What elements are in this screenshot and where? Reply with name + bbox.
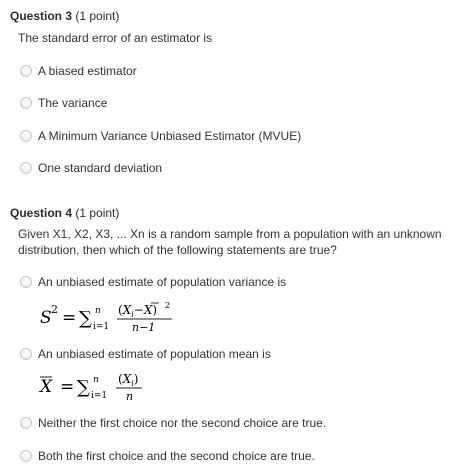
variance-formula — [38, 298, 198, 334]
q3-option-4-label: One standard deviation — [38, 161, 163, 175]
q3-option-3-label: A Minimum Variance Unbiased Estimator (MVUE) — [38, 129, 302, 143]
radio-button[interactable] — [20, 348, 32, 360]
svg-text:(Xi−X): $(X_i-X)$ — [118, 303, 158, 319]
q4-option-3[interactable] — [20, 414, 326, 432]
question-3-heading — [10, 9, 119, 23]
radio-button[interactable] — [20, 65, 32, 77]
radio-button[interactable] — [20, 276, 32, 288]
radio-button[interactable] — [20, 130, 32, 142]
question-4-text: Given X1, X2, X3, ... Xn is a random sample from a population with an unknown distribution, then which of the following statements are true? — [18, 227, 442, 257]
formula2-numerator — [118, 372, 138, 388]
formula2-lhs — [38, 377, 53, 397]
q4-option-3-label: Neither the first choice nor the second choice are true. — [38, 416, 327, 430]
radio-button[interactable] — [20, 97, 32, 109]
q3-option-1[interactable] — [20, 62, 137, 80]
formula2-equals: = — [60, 377, 75, 397]
q4-option-4-label: Both the first choice and the second choice are true. — [38, 449, 315, 463]
formula1-lhs-sup: 2 — [51, 303, 58, 316]
formula1-lhs: S — [40, 308, 52, 328]
question-3-points: (1 point) — [75, 9, 120, 23]
q4-option-2[interactable] — [20, 345, 271, 363]
svg-text:2: 2 — [165, 301, 171, 310]
mean-formula — [38, 367, 178, 403]
formula2-denominator: n — [126, 390, 134, 403]
q3-option-2[interactable] — [20, 94, 107, 112]
q4-option-1-label: An unbiased estimate of population variance is — [38, 275, 287, 289]
formula1-sum-upper: n — [95, 306, 101, 316]
svg-text:(Xi): $(X_i)$ — [118, 372, 139, 388]
question-3-text: The standard error of an estimator is — [18, 31, 213, 45]
question-3-label: Question 3 — [10, 9, 73, 23]
radio-button[interactable] — [20, 417, 32, 429]
formula2-sum-lower: i=1 — [91, 391, 108, 401]
q4-option-1[interactable] — [20, 273, 286, 291]
radio-button[interactable] — [20, 162, 32, 174]
q4-option-4[interactable] — [20, 447, 315, 465]
q3-option-1-label: A biased estimator — [38, 64, 137, 78]
q3-option-4[interactable] — [20, 159, 162, 177]
question-4-label: Question 4 — [10, 206, 73, 220]
svg-text:X: X — [40, 377, 53, 397]
formula1-sum-lower: i=1 — [93, 322, 110, 332]
formula2-sum: ∑ — [77, 377, 90, 398]
formula1-numerator — [118, 301, 170, 319]
q3-option-3[interactable] — [20, 127, 301, 145]
question-4-points: (1 point) — [75, 206, 120, 220]
radio-button[interactable] — [20, 450, 32, 462]
question-4-heading — [10, 206, 119, 220]
formula1-denominator: n−1 — [132, 321, 156, 334]
formula2-sum-upper: n — [93, 375, 99, 385]
q4-option-2-label: An unbiased estimate of population mean is — [38, 347, 271, 361]
formula1-sum: ∑ — [79, 308, 92, 329]
q3-option-2-label: The variance — [38, 96, 108, 110]
formula1-equals: = — [62, 308, 77, 328]
